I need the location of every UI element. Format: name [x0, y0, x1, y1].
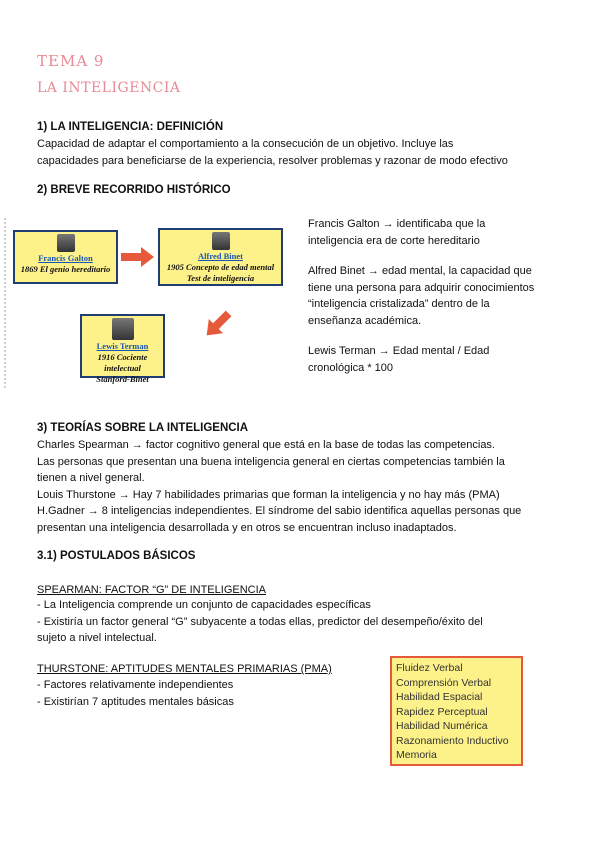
- box-name: Francis Galton: [38, 253, 93, 263]
- text-line: enseñanza académica.: [308, 314, 422, 327]
- text-line: presentan una inteligencia desarrollada y en otros se encuentran incluso inadaptados.: [37, 521, 457, 534]
- galton-note: [308, 216, 485, 249]
- binet-portrait: [212, 232, 230, 250]
- margin-dots: [4, 218, 10, 388]
- text-line: tienen a nivel general.: [37, 472, 145, 484]
- text-line: - Existirían 7 aptitudes mentales básicas: [37, 695, 234, 708]
- thurstone-heading: THURSTONE: APTITUDES MENTALES PRIMARIAS (PMA): [37, 663, 332, 675]
- terman-portrait: [112, 318, 134, 340]
- box-line: 1905 Concepto de edad mental: [166, 262, 275, 272]
- section-2-title: 2) BREVE RECORRIDO HISTÓRICO: [37, 184, 231, 196]
- galton-box: [13, 230, 118, 284]
- page-subtitle: LA INTELIGENCIA: [37, 80, 181, 96]
- pma-item: Fluidez Verbal: [396, 662, 463, 674]
- spearman-text: [37, 597, 582, 647]
- thurstone-text: [37, 677, 234, 710]
- arrow-right-icon: [121, 247, 155, 267]
- text-line: Francis Galton → identificaba que la: [308, 218, 486, 230]
- box-line: 1869 El genio hereditario: [20, 264, 111, 274]
- text-line: - La Inteligencia comprende un conjunto de capacidades específicas: [37, 599, 371, 611]
- box-name: Alfred Binet: [198, 251, 243, 261]
- text-line: “inteligencia cristalizada” dentro de la: [308, 298, 490, 310]
- text-line: Louis Thurstone → Hay 7 habilidades primarias que forman la inteligencia y no hay más (PMA): [37, 488, 500, 501]
- text-line: Capacidad de adaptar el comportamiento a la consecución de un objetivo. Incluye las: [37, 138, 454, 150]
- text-line: - Factores relativamente independientes: [37, 679, 234, 691]
- text-line: cronológica * 100: [308, 361, 394, 374]
- section-3-1-title: 3.1) POSTULADOS BÁSICOS: [37, 550, 196, 562]
- text-line: Alfred Binet → edad mental, la capacidad que: [308, 265, 532, 277]
- text-line: - Existiría un factor general “G” subyacente a todas ellas, predictor del desempeño/éxito del: [37, 615, 483, 628]
- galton-portrait: [57, 234, 75, 252]
- arrow-down-left-icon: [200, 306, 236, 342]
- section-3-title: 3) TEORÍAS SOBRE LA INTELIGENCIA: [37, 422, 249, 434]
- pma-item: Rapidez Perceptual: [396, 705, 488, 718]
- section-3-text: [37, 437, 582, 536]
- text-line: Charles Spearman → factor cognitivo general que está en la base de todas las competencias.: [37, 439, 495, 451]
- text-line: inteligencia era de corte hereditario: [308, 234, 480, 247]
- pma-item: Habilidad Numérica: [396, 720, 488, 732]
- box-line: Stanford-Binet: [96, 374, 149, 384]
- pma-item: Comprensión Verbal: [396, 676, 492, 689]
- text-line: tiene una persona para adquirir conocimientos: [308, 281, 535, 294]
- text-line: Lewis Terman → Edad mental / Edad: [308, 345, 490, 357]
- spearman-heading: SPEARMAN: FACTOR “G” DE INTELIGENCIA: [37, 584, 266, 596]
- tema-title: TEMA 9: [37, 52, 105, 70]
- box-name: Lewis Terman: [96, 341, 149, 351]
- binet-note: [308, 263, 534, 329]
- pma-item: Habilidad Espacial: [396, 691, 483, 703]
- text-line: capacidades para beneficiarse de la experiencia, resolver problemas y razonar de modo efectivo: [37, 154, 508, 167]
- text-line: sujeto a nivel intelectual.: [37, 632, 157, 644]
- section-1-text: [37, 136, 508, 169]
- binet-box: [158, 228, 283, 286]
- box-line: Test de inteligencia: [186, 273, 255, 283]
- terman-note: [308, 343, 489, 376]
- terman-box: [80, 314, 165, 384]
- text-line: H.Gadner → 8 inteligencias independientes. El síndrome del sabio identifica aquellas personas que: [37, 505, 522, 517]
- text-line: Las personas que presentan una buena inteligencia general en ciertas competencias también la: [37, 455, 505, 468]
- box-line: 1916 Cociente intelectual: [97, 352, 148, 373]
- pma-item: Memoria: [396, 749, 437, 761]
- section-1-title: 1) LA INTELIGENCIA: DEFINICIÓN: [37, 121, 224, 133]
- pma-item: Razonamiento Inductivo: [396, 734, 509, 747]
- pma-list-box: [390, 656, 523, 766]
